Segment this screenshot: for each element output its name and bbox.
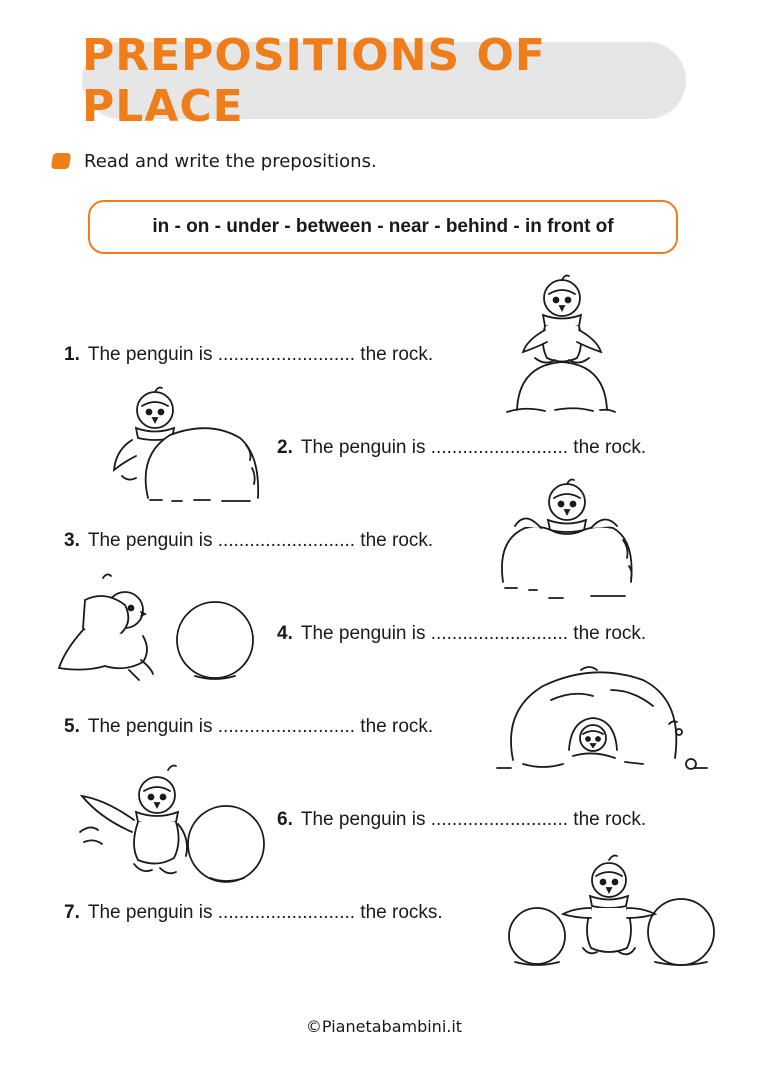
question-text: The penguin is .......................... the rock. bbox=[300, 623, 647, 644]
penguin-on-rock-icon bbox=[505, 270, 620, 420]
penguin-in-front-of-rock-icon bbox=[72, 760, 272, 885]
title-banner bbox=[82, 29, 686, 132]
question-number: 3. bbox=[64, 530, 80, 551]
question-number: 7. bbox=[64, 902, 80, 923]
question-3 bbox=[64, 530, 433, 552]
question-5 bbox=[64, 716, 433, 738]
penguin-in-rock-icon bbox=[495, 470, 640, 605]
word-bank-text: in - on - under - between - near - behind - in front of bbox=[152, 216, 614, 237]
question-1 bbox=[64, 344, 433, 366]
question-text: The penguin is .......................... the rock. bbox=[87, 344, 434, 365]
question-4 bbox=[277, 623, 646, 645]
question-number: 4. bbox=[277, 623, 293, 644]
question-6 bbox=[277, 809, 646, 831]
copyright-footer: ©Pianetabambini.it bbox=[305, 1017, 463, 1036]
word-bank-box bbox=[88, 200, 678, 254]
question-number: 2. bbox=[277, 437, 293, 458]
page-title: PREPOSITIONS OF PLACE bbox=[82, 29, 546, 132]
question-text: The penguin is .......................... the rock. bbox=[87, 530, 434, 551]
question-text: The penguin is .......................... the rock. bbox=[87, 716, 434, 737]
penguin-between-rocks-icon bbox=[505, 852, 720, 970]
penguin-under-rock-icon bbox=[493, 660, 713, 775]
question-7 bbox=[64, 902, 443, 924]
question-text: The penguin is .......................... the rock. bbox=[300, 437, 647, 458]
instruction-row bbox=[52, 148, 377, 174]
bullet-icon bbox=[51, 153, 71, 169]
question-number: 5. bbox=[64, 716, 80, 737]
question-number: 6. bbox=[277, 809, 293, 830]
question-2 bbox=[277, 437, 646, 459]
question-number: 1. bbox=[64, 344, 80, 365]
instruction-text: Read and write the prepositions. bbox=[84, 150, 377, 172]
penguin-near-rock-icon bbox=[55, 570, 270, 690]
penguin-behind-rock-icon bbox=[110, 380, 265, 505]
question-text: The penguin is .......................... the rocks. bbox=[87, 902, 443, 923]
question-text: The penguin is .......................... the rock. bbox=[300, 809, 647, 830]
